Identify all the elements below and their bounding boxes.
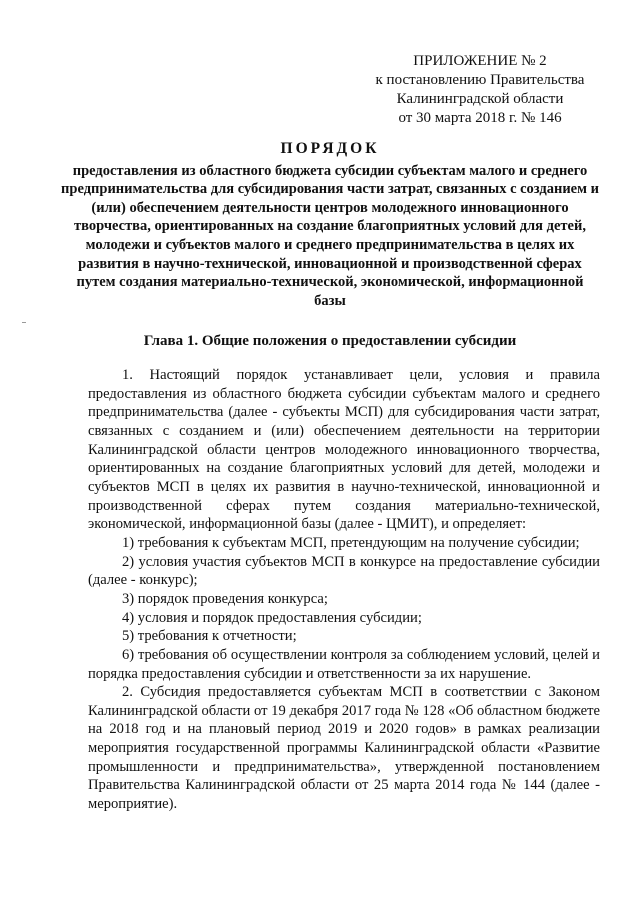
margin-mark — [22, 322, 26, 323]
appendix-number: ПРИЛОЖЕНИЕ № 2 — [413, 53, 547, 69]
list-item-3: 3) порядок проведения конкурса; — [122, 590, 328, 607]
document-title — [60, 140, 600, 310]
body-text — [88, 366, 600, 814]
appendix-resolution: к постановлению Правительства — [375, 72, 585, 88]
list-item-6: 6) требования об осуществлении контроля за соблюдением условий, целей и порядка предоставления субсидии и ответственности за их нарушение. — [88, 646, 600, 682]
list-item-5: 5) требования к отчетности; — [122, 628, 297, 645]
list-item-1: 1) требования к субъектам МСП, претендующим на получение субсидии; — [122, 534, 580, 551]
paragraph-1: 1. Настоящий порядок устанавливает цели, условия и правила предоставления из областного бюджета субсидии субъектам малого и среднего предпринимательства (далее - субъекты МСП) для субсидирования части затрат, связанных с созданием и (или) обеспечением деятельности на территории Калининградской области центров молодежного инновационного творчества, ориентированных на создание благоприятных условий для детей, молодежи и субъектов МСП в целях их развития в научно-технической, инновационной и производственной сферах путем создания материально-технической, экономической, информационной базы (далее - ЦМИТ), и определяет: — [88, 367, 600, 533]
appendix-date: от 30 марта 2018 г. № 146 — [398, 110, 562, 126]
appendix-region: Калининградской области — [396, 91, 564, 107]
title-main: ПОРЯДОК — [280, 140, 380, 157]
chapter-heading: Глава 1. Общие положения о предоставлении субсидии — [143, 333, 517, 349]
paragraph-2: 2. Субсидия предоставляется субъектам МСП в соответствии с Законом Калининградской области от 19 декабря 2017 года № 128 «Об областном бюджете на 2018 год и на плановый период 2019 и 2020 годов» в рамках реализации мероприятия государственной программы Калининградской области «Развитие промышленности и предпринимательства», утвержденной постановлением Правительства Калининградской области от 25 марта 2014 года № 144 (далее - мероприятие). — [88, 684, 600, 813]
list-item-2: 2) условия участия субъектов МСП в конкурсе на предоставление субсидии (далее - конкурс); — [88, 553, 600, 589]
appendix-header — [360, 52, 600, 128]
title-subtitle: предоставления из областного бюджета субсидии субъектам малого и среднего предпринимательства для субсидирования части затрат, связанных с созданием и (или) обеспечением деятельности центров молодежного инновационного творчества, ориентированных на создание благоприятных условий для детей, молодежи и субъектов малого и среднего предпринимательства в целях их развития в научно-технической, инновационной и производственной сферах путем создания материально-технической, экономической, информационной базы — [61, 162, 599, 309]
list-item-4: 4) условия и порядок предоставления субсидии; — [122, 609, 422, 626]
